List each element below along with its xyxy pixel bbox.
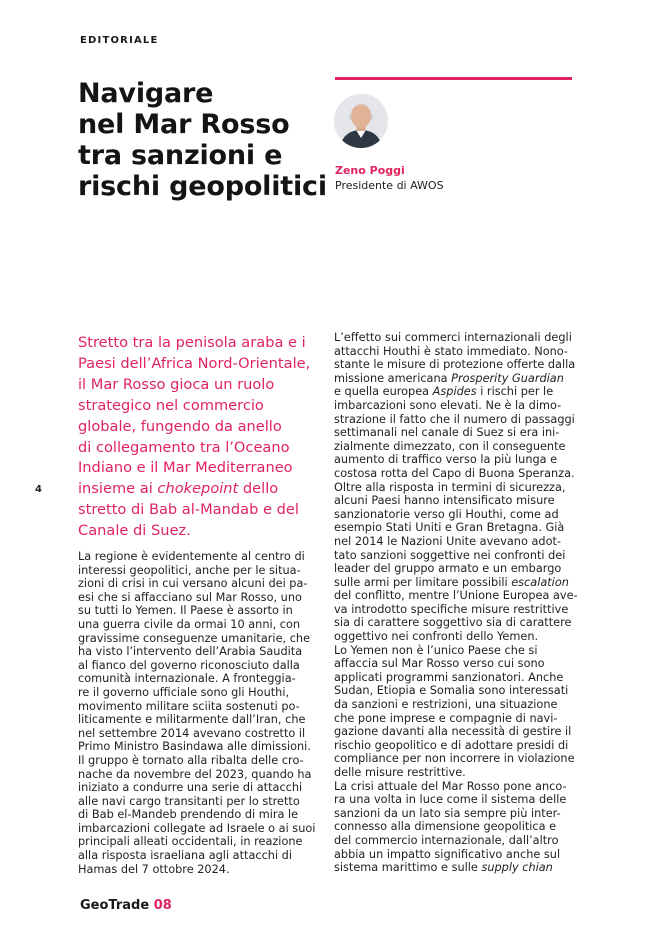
body-line: abbia un impatto significativo anche sul <box>334 847 561 861</box>
body-line: da sanzioni e restrizioni, una situazione <box>334 698 558 712</box>
body-line: strazione il fatto che il numero di passaggi <box>334 412 575 426</box>
body-line: gazione davanti alla necessità di gestire il <box>334 725 572 739</box>
body-line: La crisi attuale del Mar Rosso pone anco- <box>334 779 567 793</box>
body-line: La regione è evidentemente al centro di <box>78 550 305 563</box>
accent-rule <box>335 77 572 80</box>
body-line: connesso alla dimensione geopolitica e <box>334 820 557 834</box>
body-column-left <box>78 550 318 876</box>
title-line: tra sanzioni e <box>78 140 283 171</box>
body-line: interessi geopolitici, anche per le situa- <box>78 563 301 577</box>
body-line: stante le misure di protezione offerte dalla <box>334 358 576 372</box>
body-line: imbarcazioni collegate ad Israele o ai suoi <box>78 821 316 835</box>
body-line: affaccia sul Mar Rosso verso cui sono <box>334 657 545 671</box>
body-line: costosa rotta del Capo di Buona Speranza. <box>334 466 575 480</box>
article-title <box>78 78 328 202</box>
body-line: zioni di crisi in cui versano alcuni dei pa- <box>78 577 308 591</box>
body-line: Lo Yemen non è l’unico Paese che si <box>334 643 538 657</box>
body-line: di Bab el-Mandeb prendendo di mira le <box>78 808 299 822</box>
footer-issue-number: 08 <box>153 898 172 913</box>
body-line: tato sanzioni soggettive nei confronti dei <box>334 548 566 562</box>
lead-paragraph <box>78 333 323 542</box>
body-line: settimanali nel canale di Suez si era ini- <box>334 426 560 440</box>
body-line: al fianco del governo riconosciuto dalla <box>78 658 300 672</box>
body-line: Oltre alla risposta in termini di sicurezza, <box>334 480 566 494</box>
body-line: Primo Ministro Basindawa alle dimissioni. <box>78 740 311 754</box>
body-line: e quella europea Aspides i rischi per le <box>334 385 554 399</box>
body-line: ha visto l’intervento dell’Arabia Saudita <box>78 645 303 659</box>
body-line: esi che si affacciano sul Mar Rosso, uno <box>78 590 302 604</box>
body-line: sistema marittimo e sulle supply chian <box>334 861 553 875</box>
body-line: Il gruppo è tornato alla ribalta delle cro- <box>78 753 304 767</box>
lead-line: stretto di Bab al-Mandab e del <box>78 501 299 519</box>
body-line: iniziato a condurre una serie di attacchi <box>78 781 303 795</box>
body-line: va introdotto specifiche misure restrittive <box>334 602 569 616</box>
body-line: missione americana Prosperity Guardian <box>334 371 564 385</box>
body-line: imbarcazioni sono elevati. Ne è la dimo- <box>334 398 562 412</box>
body-line: aumento di traffico verso la più lunga e <box>334 453 558 467</box>
body-line: oggettivo nei confronti dello Yemen. <box>334 630 539 644</box>
body-line: alle navi cargo transitanti per lo stretto <box>78 794 300 808</box>
body-line: principali alleati occidentali, in reazione <box>78 835 303 849</box>
author-name: Zeno Poggi <box>335 164 405 177</box>
body-line: applicati programmi sanzionatori. Anche <box>334 670 564 684</box>
lead-line: strategico nel commercio <box>78 396 264 414</box>
body-line: gravissime conseguenze umanitarie, che <box>78 631 311 645</box>
lead-line: insieme ai chokepoint dello <box>78 480 279 498</box>
lead-line: globale, fungendo da anello <box>78 417 282 435</box>
body-line: nel 2014 le Nazioni Unite avevano adot- <box>334 534 561 548</box>
body-line: nel settembre 2014 avevano costretto il <box>78 726 306 740</box>
footer-brand-name: GeoTrade <box>80 898 150 913</box>
body-line: esempio Stati Uniti e Gran Bretagna. Già <box>334 521 565 535</box>
body-line: nache da novembre del 2023, quando ha <box>78 767 312 781</box>
footer-brand <box>80 898 172 913</box>
body-line: comunità internazionale. A fronteggia- <box>78 672 296 686</box>
title-line: Navigare <box>78 78 214 109</box>
title-line: nel Mar Rosso <box>78 109 290 140</box>
section-label: EDITORIALE <box>80 35 159 46</box>
body-line: del conflitto, mentre l’Unione Europea ave- <box>334 589 578 603</box>
lead-line: Stretto tra la penisola araba e i <box>78 334 306 351</box>
body-line: re il governo ufficiale sono gli Houthi, <box>78 685 290 699</box>
body-line: una guerra civile da ormai 10 anni, con <box>78 617 301 631</box>
body-line: movimento militare sciita sostenuti po- <box>78 699 300 713</box>
body-line: liticamente e militarmente dall’Iran, che <box>78 713 306 727</box>
body-line: che pone imprese e compagnie di navi- <box>334 711 558 725</box>
lead-line: Paesi dell’Africa Nord-Orientale, <box>78 354 311 372</box>
body-line: alcuni Paesi hanno intensificato misure <box>334 494 555 508</box>
author-role: Presidente di AWOS <box>335 179 444 192</box>
lead-line: Indiano e il Mar Mediterraneo <box>78 459 293 477</box>
page-number: 4 <box>35 484 42 495</box>
lead-line: il Mar Rosso gioca un ruolo <box>78 375 275 393</box>
author-portrait-icon <box>334 94 388 148</box>
title-line: rischi geopolitici <box>78 171 327 202</box>
body-line: sulle armi per limitare possibili escalation <box>334 575 569 589</box>
body-line: zialmente dimezzato, con il conseguente <box>334 439 566 453</box>
body-line: alla risposta israeliana agli attacchi di <box>78 849 292 863</box>
body-line: sia di carattere soggettivo sia di carattere <box>334 616 572 630</box>
body-line: del commercio internazionale, dall’altro <box>334 833 559 847</box>
body-line: attacchi Houthi è stato immediato. Nono- <box>334 344 568 358</box>
body-line: Sudan, Etiopia e Somalia sono interessati <box>334 684 569 698</box>
body-line: rischio geopolitico e di adottare presidi di <box>334 738 569 752</box>
author-avatar <box>334 94 388 148</box>
body-line: sanzionatorie verso gli Houthi, come ad <box>334 507 559 521</box>
body-line: leader del gruppo armato e un embargo <box>334 562 562 576</box>
body-line: ra una volta in luce come il sistema delle <box>334 793 567 807</box>
body-line: su tutti lo Yemen. Il Paese è assorto in <box>78 604 293 618</box>
body-line: L’effetto sui commerci internazionali degli <box>334 331 572 344</box>
body-line: compliance per non incorrere in violazione <box>334 752 575 766</box>
body-column-right <box>334 331 578 875</box>
lead-line: di collegamento tra l’Oceano <box>78 438 290 456</box>
body-line: Hamas del 7 ottobre 2024. <box>78 862 230 876</box>
body-line: delle misure restrittive. <box>334 766 466 779</box>
lead-line: Canale di Suez. <box>78 522 191 540</box>
body-line: sanzioni da un lato sia sempre più inter- <box>334 806 561 820</box>
